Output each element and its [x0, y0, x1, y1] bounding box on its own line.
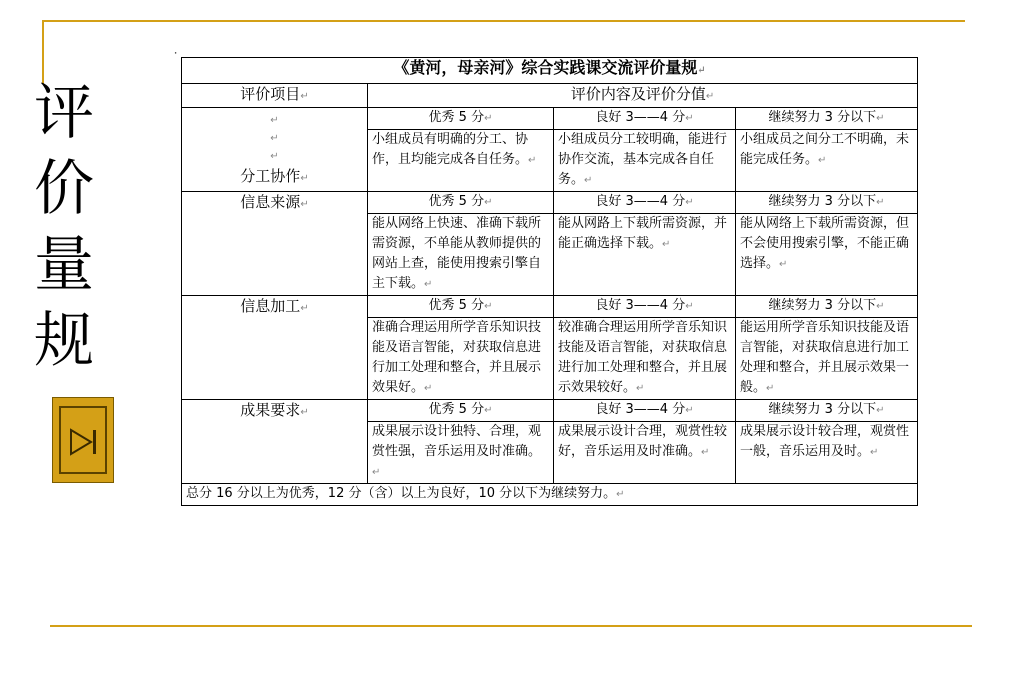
item-cell: 信息来源↵ [182, 192, 368, 296]
table-anchor-mark: ⸱ [174, 46, 178, 60]
grade-row [182, 108, 918, 130]
slide-title-char: 价 [34, 154, 94, 224]
grade-good: 良好 3——4 分↵ [554, 400, 736, 422]
bottom-divider [50, 625, 972, 627]
desc-excellent: 准确合理运用所学音乐知识技能及语言智能，对获取信息进行加工处理和整合，并且展示效果好。↵ [368, 318, 554, 400]
grade-good: 良好 3——4 分↵ [554, 192, 736, 214]
footer-row [182, 484, 918, 506]
grade-improve: 继续努力 3 分以下↵ [736, 400, 918, 422]
grade-excellent: 优秀 5 分↵ [368, 296, 554, 318]
slide-title [34, 75, 114, 379]
grade-excellent: 优秀 5 分↵ [368, 192, 554, 214]
desc-improve: 能从网络上下载所需资源，但不会使用搜索引擎，不能正确选择。↵ [736, 214, 918, 296]
grade-excellent: 优秀 5 分↵ [368, 400, 554, 422]
item-cell: 成果要求↵ [182, 400, 368, 484]
desc-good: 成果展示设计合理，观赏性较好，音乐运用及时准确。↵ [554, 422, 736, 484]
item-label: 信息来源 [240, 193, 301, 211]
grade-improve: 继续努力 3 分以下↵ [736, 296, 918, 318]
grade-row [182, 296, 918, 318]
button-frame [59, 406, 107, 474]
desc-improve: 小组成员之间分工不明确，未能完成任务。↵ [736, 130, 918, 192]
slide-title-char: 规 [34, 306, 94, 376]
item-label: 信息加工 [240, 297, 301, 315]
scoring-note: 总分 16 分以上为优秀，12 分（含）以上为良好，10 分以下为继续努力。↵ [182, 484, 918, 506]
desc-improve: 成果展示设计较合理，观赏性一般，音乐运用及时。↵ [736, 422, 918, 484]
slide-title-char: 评 [34, 78, 94, 148]
skip-to-end-button[interactable] [52, 397, 114, 483]
desc-good: 小组成员分工较明确，能进行协作交流，基本完成各自任务。↵ [554, 130, 736, 192]
item-cell: ↵ ↵ ↵ 分工协作↵ [182, 108, 368, 192]
slide-title-char: 量 [34, 230, 94, 300]
header-item: 评价项目↵ [182, 84, 368, 108]
grade-row [182, 192, 918, 214]
grade-good: 良好 3——4 分↵ [554, 108, 736, 130]
desc-excellent: 小组成员有明确的分工、协作，且均能完成各自任务。↵ [368, 130, 554, 192]
table-title-row [182, 58, 918, 84]
grade-row [182, 400, 918, 422]
item-label: 成果要求 [240, 401, 301, 419]
top-divider [42, 20, 965, 22]
grade-excellent: 优秀 5 分↵ [368, 108, 554, 130]
grade-improve: 继续努力 3 分以下↵ [736, 108, 918, 130]
rubric-table [181, 57, 918, 506]
desc-improve: 能运用所学音乐知识技能及语言智能，对获取信息进行加工处理和整合，并且展示效果一般。↵ [736, 318, 918, 400]
skip-to-end-icon [69, 428, 99, 456]
header-content: 评价内容及评价分值↵ [368, 84, 918, 108]
desc-good: 较准确合理运用所学音乐知识技能及语言智能，对获取信息进行加工处理和整合，并且展示效果较好。↵ [554, 318, 736, 400]
desc-excellent: 能从网络上快速、准确下载所需资源，不单能从教师提供的网站上查，能使用搜索引擎自主下载。↵ [368, 214, 554, 296]
item-cell: 信息加工↵ [182, 296, 368, 400]
table-title: 《黄河，母亲河》综合实践课交流评价量规↵ [182, 58, 918, 84]
grade-improve: 继续努力 3 分以下↵ [736, 192, 918, 214]
table-header-row [182, 84, 918, 108]
desc-excellent: 成果展示设计独特、合理，观赏性强，音乐运用及时准确。↵ [368, 422, 554, 484]
item-label: 分工协作 [240, 167, 301, 185]
desc-good: 能从网路上下载所需资源，并能正确选择下载。↵ [554, 214, 736, 296]
grade-good: 良好 3——4 分↵ [554, 296, 736, 318]
